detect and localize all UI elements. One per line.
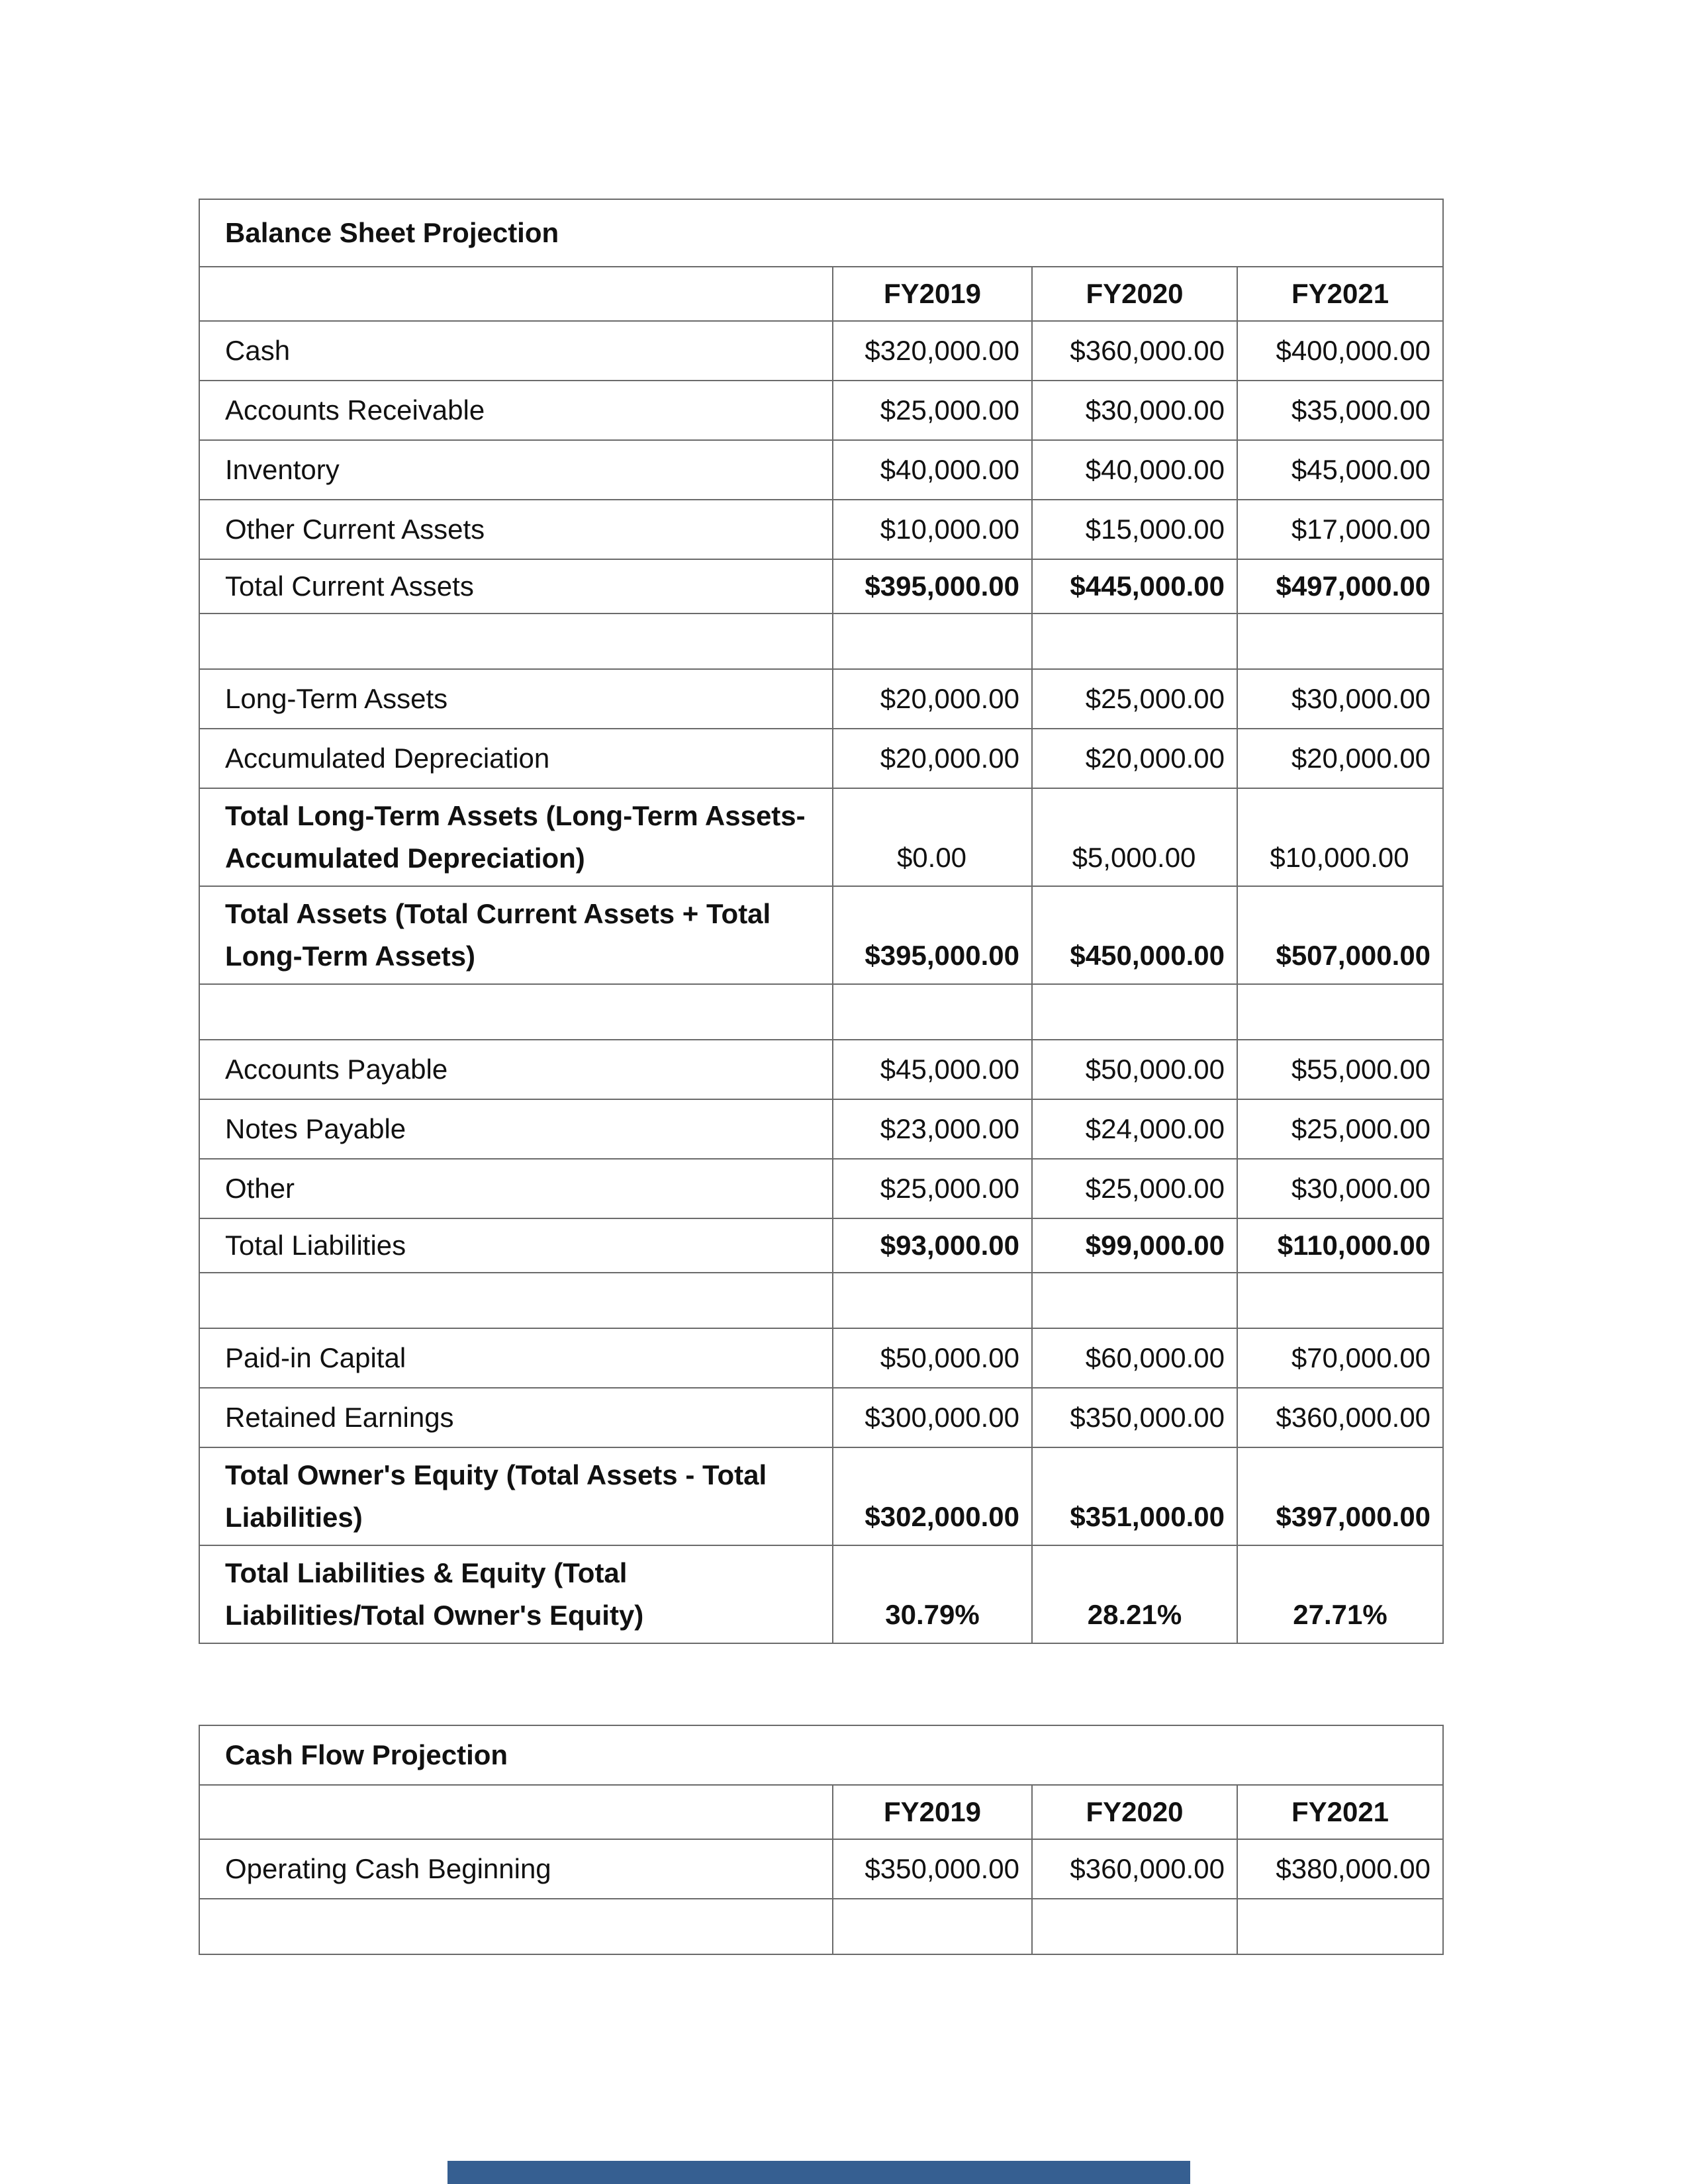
total-value-cell: $302,000.00 [833, 1447, 1032, 1545]
empty-cell [833, 614, 1032, 669]
total-value-cell: $450,000.00 [1032, 886, 1237, 984]
empty-cell [199, 614, 833, 669]
total-row [199, 559, 1443, 614]
table-row [199, 1040, 1443, 1099]
empty-cell [1237, 614, 1443, 669]
value-cell: $350,000.00 [1032, 1388, 1237, 1447]
value-cell: $50,000.00 [833, 1328, 1032, 1388]
year-header: FY2021 [1237, 267, 1443, 321]
value-cell: $20,000.00 [833, 669, 1032, 729]
value-cell: $55,000.00 [1237, 1040, 1443, 1099]
total-value-cell: $99,000.00 [1032, 1218, 1237, 1273]
row-label: Total Owner's Equity (Total Assets - Total Liabilities) [199, 1447, 833, 1545]
total-row [199, 1218, 1443, 1273]
header-empty-cell [199, 1785, 833, 1839]
empty-cell [833, 984, 1032, 1040]
row-label: Total Long-Term Assets (Long-Term Assets- Accumulated Depreciation) [199, 788, 833, 886]
cash-flow-table [199, 1725, 1444, 1955]
ratio-row [199, 1545, 1443, 1643]
row-label: Total Liabilities & Equity (Total Liabilities/Total Owner's Equity) [199, 1545, 833, 1643]
empty-cell [199, 984, 833, 1040]
table-row [199, 729, 1443, 788]
value-cell: $25,000.00 [1032, 669, 1237, 729]
ratio-value-cell: 30.79% [833, 1545, 1032, 1643]
table-row [199, 500, 1443, 559]
total-value-cell: $395,000.00 [833, 886, 1032, 984]
total-value-cell: $497,000.00 [1237, 559, 1443, 614]
year-header: FY2019 [833, 1785, 1032, 1839]
blank-row [199, 1899, 1443, 1954]
cash-flow-title: Cash Flow Projection [199, 1725, 1443, 1785]
empty-cell [1032, 1899, 1237, 1954]
total-value-cell: $110,000.00 [1237, 1218, 1443, 1273]
ratio-value-cell: 27.71% [1237, 1545, 1443, 1643]
value-cell: $45,000.00 [833, 1040, 1032, 1099]
value-cell: $360,000.00 [1032, 321, 1237, 381]
value-cell: $30,000.00 [1237, 669, 1443, 729]
total-value-cell: $351,000.00 [1032, 1447, 1237, 1545]
column-header-row [199, 267, 1443, 321]
total-value-cell: $397,000.00 [1237, 1447, 1443, 1545]
value-cell: $17,000.00 [1237, 500, 1443, 559]
empty-cell [199, 1899, 833, 1954]
empty-cell [199, 1273, 833, 1328]
blank-row [199, 614, 1443, 669]
table-row [199, 1839, 1443, 1899]
total-value-cell: $507,000.00 [1237, 886, 1443, 984]
value-cell: $350,000.00 [833, 1839, 1032, 1899]
empty-cell [1032, 614, 1237, 669]
table-title-row [199, 199, 1443, 267]
value-cell: $25,000.00 [833, 381, 1032, 440]
row-label: Operating Cash Beginning [199, 1839, 833, 1899]
row-label: Retained Earnings [199, 1388, 833, 1447]
row-label: Notes Payable [199, 1099, 833, 1159]
balance-sheet-table [199, 199, 1444, 1644]
row-label: Inventory [199, 440, 833, 500]
column-header-row [199, 1785, 1443, 1839]
year-header: FY2020 [1032, 267, 1237, 321]
row-label: Total Liabilities [199, 1218, 833, 1273]
value-cell: $35,000.00 [1237, 381, 1443, 440]
row-label: Accounts Payable [199, 1040, 833, 1099]
empty-cell [1032, 984, 1237, 1040]
row-label: Other [199, 1159, 833, 1218]
row-label: Accounts Receivable [199, 381, 833, 440]
header-empty-cell [199, 267, 833, 321]
balance-sheet-title: Balance Sheet Projection [199, 199, 1443, 267]
value-cell: $360,000.00 [1237, 1388, 1443, 1447]
table-row [199, 381, 1443, 440]
table-row [199, 1159, 1443, 1218]
value-cell: $20,000.00 [1237, 729, 1443, 788]
total-row [199, 1447, 1443, 1545]
empty-cell [1237, 984, 1443, 1040]
table-row [199, 788, 1443, 886]
empty-cell [1237, 1273, 1443, 1328]
value-cell: $24,000.00 [1032, 1099, 1237, 1159]
empty-cell [1032, 1273, 1237, 1328]
value-cell: $50,000.00 [1032, 1040, 1237, 1099]
table-row [199, 440, 1443, 500]
value-cell: $20,000.00 [1032, 729, 1237, 788]
table-row [199, 1328, 1443, 1388]
value-cell: $40,000.00 [1032, 440, 1237, 500]
value-cell: $320,000.00 [833, 321, 1032, 381]
value-cell: $70,000.00 [1237, 1328, 1443, 1388]
year-header: FY2021 [1237, 1785, 1443, 1839]
footer-bar [447, 2161, 1190, 2184]
table-row [199, 669, 1443, 729]
ratio-value-cell: 28.21% [1032, 1545, 1237, 1643]
table-row [199, 321, 1443, 381]
row-label: Total Current Assets [199, 559, 833, 614]
table-row [199, 1099, 1443, 1159]
value-cell: $360,000.00 [1032, 1839, 1237, 1899]
blank-row [199, 1273, 1443, 1328]
value-cell: $45,000.00 [1237, 440, 1443, 500]
year-header: FY2019 [833, 267, 1032, 321]
row-label: Paid-in Capital [199, 1328, 833, 1388]
value-cell: $10,000.00 [833, 500, 1032, 559]
value-cell: $30,000.00 [1032, 381, 1237, 440]
value-cell: $25,000.00 [1032, 1159, 1237, 1218]
empty-cell [1237, 1899, 1443, 1954]
value-cell: $25,000.00 [833, 1159, 1032, 1218]
value-cell: $380,000.00 [1237, 1839, 1443, 1899]
value-cell: $0.00 [833, 788, 1032, 886]
table-title-row [199, 1725, 1443, 1785]
value-cell: $300,000.00 [833, 1388, 1032, 1447]
value-cell: $23,000.00 [833, 1099, 1032, 1159]
empty-cell [833, 1899, 1032, 1954]
row-label: Accumulated Depreciation [199, 729, 833, 788]
value-cell: $5,000.00 [1032, 788, 1237, 886]
value-cell: $25,000.00 [1237, 1099, 1443, 1159]
value-cell: $15,000.00 [1032, 500, 1237, 559]
value-cell: $400,000.00 [1237, 321, 1443, 381]
row-label: Total Assets (Total Current Assets + Total Long-Term Assets) [199, 886, 833, 984]
value-cell: $10,000.00 [1237, 788, 1443, 886]
value-cell: $20,000.00 [833, 729, 1032, 788]
blank-row [199, 984, 1443, 1040]
total-value-cell: $445,000.00 [1032, 559, 1237, 614]
row-label: Cash [199, 321, 833, 381]
value-cell: $40,000.00 [833, 440, 1032, 500]
total-value-cell: $395,000.00 [833, 559, 1032, 614]
table-row [199, 1388, 1443, 1447]
empty-cell [833, 1273, 1032, 1328]
total-value-cell: $93,000.00 [833, 1218, 1032, 1273]
value-cell: $60,000.00 [1032, 1328, 1237, 1388]
year-header: FY2020 [1032, 1785, 1237, 1839]
total-row [199, 886, 1443, 984]
row-label: Long-Term Assets [199, 669, 833, 729]
value-cell: $30,000.00 [1237, 1159, 1443, 1218]
row-label: Other Current Assets [199, 500, 833, 559]
